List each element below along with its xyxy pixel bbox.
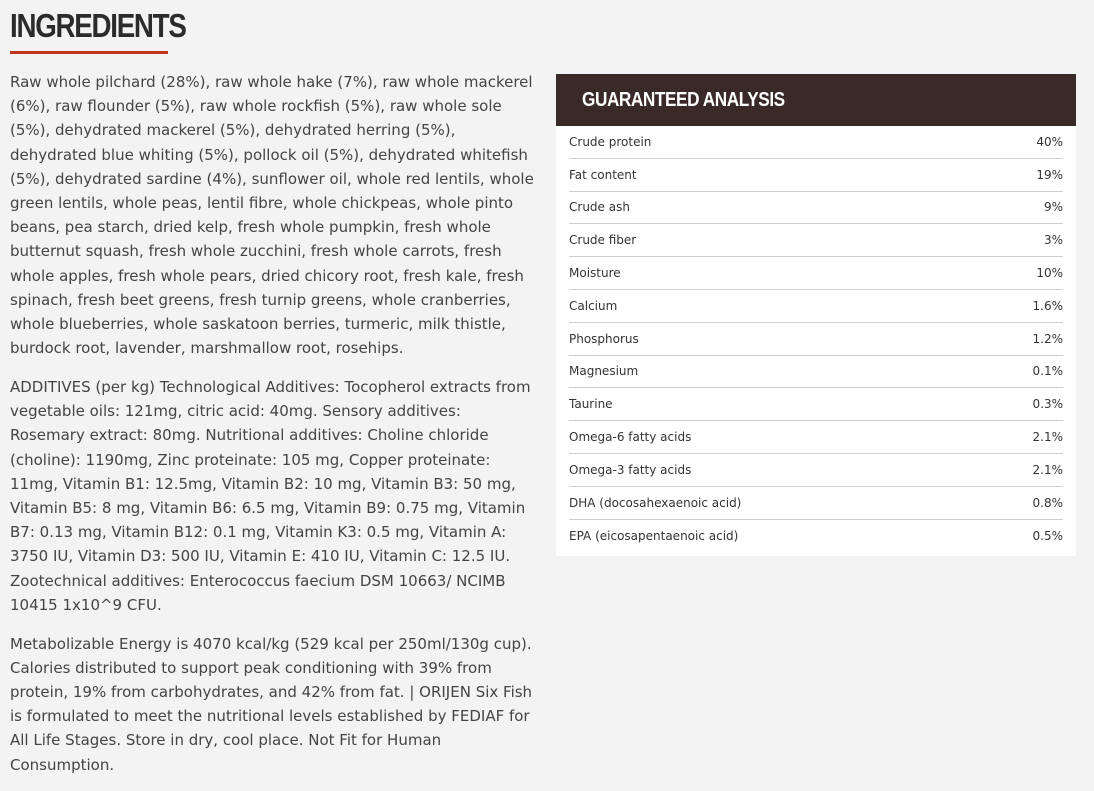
row-label: Omega-6 fatty acids xyxy=(569,430,692,445)
table-row xyxy=(569,454,1063,487)
row-value: 9% xyxy=(1043,200,1063,215)
row-label: Crude protein xyxy=(569,134,652,149)
ingredients-text xyxy=(10,70,540,791)
analysis-table xyxy=(556,126,1076,556)
row-value: 0.3% xyxy=(1032,397,1063,412)
row-value: 19% xyxy=(1036,167,1063,182)
ingredients-paragraph: Raw whole pilchard (28%), raw whole hake (7%), raw whole mackerel (6%), raw flounder (5%), raw whole rockfish (5%), raw whole sole (5%), dehydrated mackerel (5%), dehydrated herring (5%), dehydrated blue whiting (5%), pollock oil (5%), dehydrated whitefish (5%), dehydrated sardine (4%), sunflower oil, whole red lentils, whole green lentils, whole peas, lentil fibre, whole chickpeas, whole pinto beans, pea starch, dried kelp, fresh whole pumpkin, fresh whole butternut squash, fresh whole zucchini, fresh whole carrots, fresh whole apples, fresh whole pears, dried chicory root, fresh kale, fresh spinach, fresh beet greens, fresh turnip greens, whole cranberries, whole blueberries, whole saskatoon berries, turmeric, milk thistle, burdock root, lavender, marshmallow root, rosehips. xyxy=(10,73,534,358)
row-value: 40% xyxy=(1036,134,1063,149)
table-row xyxy=(569,421,1063,454)
table-row xyxy=(569,257,1063,290)
row-value: 1.2% xyxy=(1032,331,1063,346)
table-row xyxy=(569,159,1063,192)
row-label: Magnesium xyxy=(569,364,639,379)
row-value: 0.1% xyxy=(1032,364,1063,379)
page-title: INGREDIENTS xyxy=(10,7,186,44)
guaranteed-analysis-panel xyxy=(556,74,1076,556)
row-label: Moisture xyxy=(569,266,621,281)
title-underline xyxy=(10,51,168,54)
row-label: EPA (eicosapentaenoic acid) xyxy=(569,528,739,543)
table-row xyxy=(569,224,1063,257)
row-label: Crude ash xyxy=(569,200,630,215)
row-value: 0.5% xyxy=(1032,528,1063,543)
row-value: 2.1% xyxy=(1032,430,1063,445)
analysis-header xyxy=(556,74,1076,126)
row-label: Crude fiber xyxy=(569,233,637,248)
additives-paragraph: ADDITIVES (per kg) Technological Additives: Tocopherol extracts from vegetable oils: 121mg, citric acid: 40mg. Sensory additives: Rosemary extract: 80mg. Nutritional additives: Choline chloride (choline): 1190mg, Zinc proteinate: 105 mg, Copper proteinate: 11mg, Vitamin B1: 12.5mg, Vitamin B2: 10 mg, Vitamin B3: 50 mg, Vitamin B5: 8 mg, Vitamin B6: 6.5 mg, Vitamin B9: 0.75 mg, Vitamin B7: 0.13 mg, Vitamin B12: 0.1 mg, Vitamin K3: 0.5 mg, Vitamin A: 3750 IU, Vitamin D3: 500 IU, Vitamin E: 410 IU, Vitamin C: 12.5 IU. Zootechnical additives: Enterococcus faecium DSM 10663/ NCIMB 10415 1x10^9 CFU. xyxy=(10,378,531,614)
row-label: Omega-3 fatty acids xyxy=(569,462,692,477)
row-label: Fat content xyxy=(569,167,637,182)
table-row xyxy=(569,323,1063,356)
table-row xyxy=(569,192,1063,225)
table-row xyxy=(569,388,1063,421)
table-row xyxy=(569,356,1063,389)
row-label: DHA (docosahexaenoic acid) xyxy=(569,495,742,510)
row-label: Calcium xyxy=(569,298,618,313)
analysis-title: GUARANTEED ANALYSIS xyxy=(582,88,785,111)
row-label: Phosphorus xyxy=(569,331,639,346)
table-row xyxy=(569,520,1063,553)
energy-paragraph: Metabolizable Energy is 4070 kcal/kg (529 kcal per 250ml/130g cup). Calories distributed to support peak conditioning with 39% from protein, 19% from carbohydrates, and 42% from fat. | ORIJEN Six Fish is formulated to meet the nutritional levels established by FEDIAF for All Life Stages. Store in dry, cool place. Not Fit for Human Consumption. xyxy=(10,634,533,774)
table-row xyxy=(569,290,1063,323)
row-value: 1.6% xyxy=(1032,298,1063,313)
row-value: 2.1% xyxy=(1032,462,1063,477)
table-row xyxy=(569,126,1063,159)
row-value: 0.8% xyxy=(1032,495,1063,510)
table-row xyxy=(569,487,1063,520)
row-label: Taurine xyxy=(569,397,613,412)
row-value: 10% xyxy=(1036,266,1063,281)
row-value: 3% xyxy=(1043,233,1063,248)
